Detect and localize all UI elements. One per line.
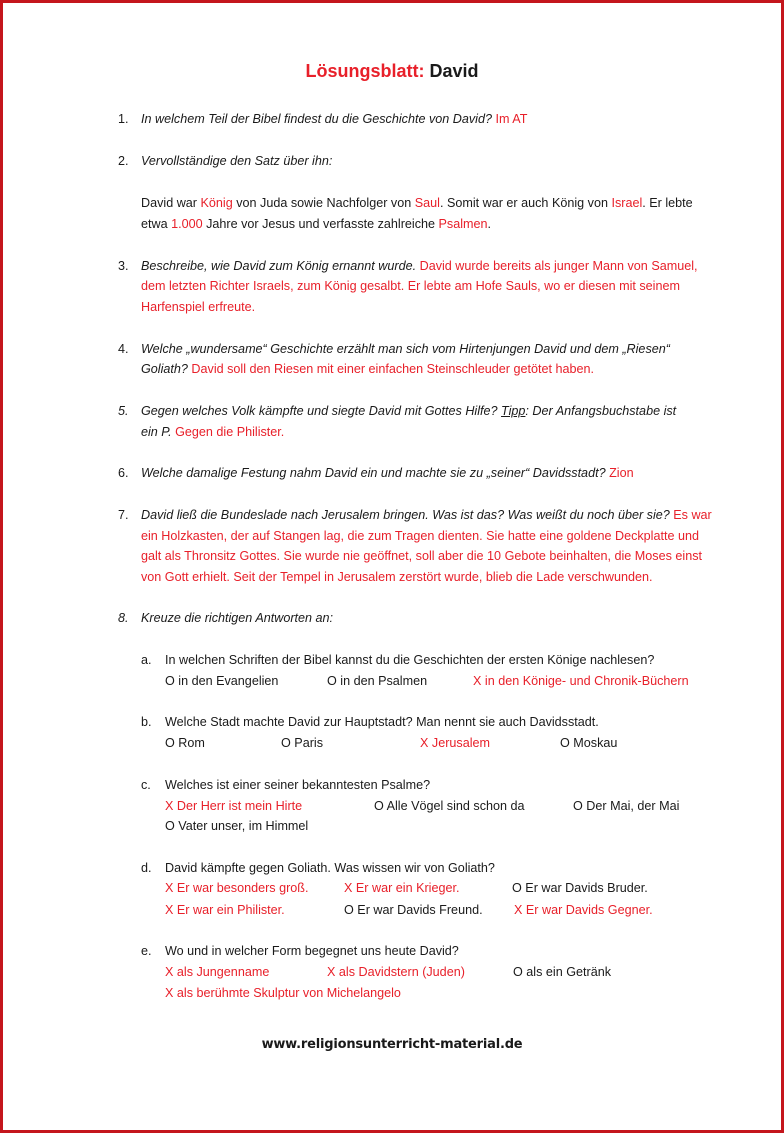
q8e-question: Wo und in welcher Form begegnet uns heute David? — [165, 944, 459, 958]
q5-line1 — [141, 402, 676, 420]
q7-answer-line3: galt als Thronsitz Gottes. Sie wurde nie geöffnet, soll aber die 10 Gebote beinhalten, die Moses einst — [141, 549, 702, 563]
q8c-option-correct: X Der Herr ist mein Hirte — [165, 799, 303, 813]
q7-line1 — [141, 506, 712, 524]
q8c-option: O Alle Vögel sind schon da — [374, 799, 525, 813]
title-subject: David — [429, 61, 479, 81]
q8e-option-correct: X als berühmte Skulptur von Michelangelo — [165, 986, 401, 1000]
q5-tip-text: : Der Anfangsbuchstabe ist — [525, 404, 677, 418]
q8e-letter: e. — [141, 944, 152, 958]
q8b-option: O Paris — [281, 736, 323, 750]
q7-number: 7. — [118, 508, 129, 522]
q2-sentence-line2 — [141, 215, 491, 233]
q2-answer-psalmen: Psalmen — [438, 217, 488, 231]
q5-question-line2: ein P. — [141, 425, 172, 439]
q8-number: 8. — [118, 611, 129, 625]
q2-l1-text: von Juda sowie Nachfolger von — [232, 196, 415, 210]
q8a-option-correct: X in den Könige- und Chronik-Büchern — [473, 674, 689, 688]
q8b-option: O Moskau — [560, 736, 618, 750]
q4-answer: David soll den Riesen mit einer einfachen Steinschleuder getötet haben. — [191, 362, 594, 376]
q1-line — [141, 110, 527, 128]
title-label: Lösungsblatt: — [305, 61, 425, 81]
q2-l1-text: . Somit war er auch König von — [439, 196, 612, 210]
q8d-question: David kämpfte gegen Goliath. Was wissen wir von Goliath? — [165, 861, 495, 875]
q7-question: David ließ die Bundeslade nach Jerusalem bringen. Was ist das? Was weißt du noch über sie? — [141, 508, 670, 522]
q3-answer: David wurde bereits als junger Mann von Samuel, — [419, 259, 698, 273]
q8a-question: In welchen Schriften der Bibel kannst du die Geschichten der ersten Könige nachlesen? — [165, 653, 655, 667]
q2-l1-text: David war — [141, 196, 201, 210]
q3-answer-line2: dem letzten Richter Israels, zum König gesalbt. Er lebte am Hofe Sauls, wo er diesen mit seinem — [141, 279, 680, 293]
q7-answer-line4: von Gott erhielt. Seit der Tempel in Jerusalem zerstört wurde, blieb die Lade verschwunden. — [141, 570, 653, 584]
q2-answer-saul: Saul — [414, 196, 440, 210]
q1-question: In welchem Teil der Bibel findest du die Geschichte von David? — [141, 112, 492, 126]
q2-answer-israel: Israel — [611, 196, 643, 210]
q8a-option: O in den Evangelien — [165, 674, 279, 688]
q8d-option-correct: X Er war Davids Gegner. — [514, 903, 653, 917]
q6-answer: Zion — [609, 466, 634, 480]
q6-question: Welche damalige Festung nahm David ein und machte sie zu „seiner“ Davidsstadt? — [141, 466, 606, 480]
q1-number: 1. — [118, 112, 129, 126]
q5-number: 5. — [118, 404, 129, 418]
footer-url[interactable]: www.religionsunterricht-material.de — [261, 1037, 523, 1052]
q5-line2 — [141, 423, 284, 441]
q2-l2-text: etwa — [141, 217, 172, 231]
q8d-letter: d. — [141, 861, 152, 875]
q7-answer-line2: ein Holzkasten, der auf Stangen lag, die zum Tragen dienten. Sie hatte eine goldene Deckplatte und — [141, 529, 699, 543]
q3-number: 3. — [118, 259, 129, 273]
q2-answer-years: 1.000 — [171, 217, 203, 231]
page-title — [0, 59, 784, 83]
q8d-option-correct: X Er war ein Krieger. — [344, 881, 460, 895]
q3-answer-line3: Harfenspiel erfreute. — [141, 300, 256, 314]
q6-number: 6. — [118, 466, 129, 480]
q5-tip: Tipp — [501, 404, 526, 418]
q6-line — [141, 464, 634, 482]
q8c-letter: c. — [141, 778, 151, 792]
q8c-option: O Der Mai, der Mai — [573, 799, 680, 813]
q2-question: Vervollständige den Satz über ihn: — [141, 154, 333, 168]
q8-question: Kreuze die richtigen Antworten an: — [141, 611, 334, 625]
q2-answer-koenig: König — [200, 196, 233, 210]
q8c-question: Welches ist einer seiner bekanntesten Psalme? — [165, 778, 431, 792]
q3-question: Beschreibe, wie David zum König ernannt wurde. — [141, 259, 417, 273]
q5-answer: Gegen die Philister. — [175, 425, 285, 439]
q8a-letter: a. — [141, 653, 152, 667]
q8b-option: O Rom — [165, 736, 205, 750]
q8e-option-correct: X als Davidstern (Juden) — [327, 965, 465, 979]
q2-number: 2. — [118, 154, 129, 168]
q8b-question: Welche Stadt machte David zur Hauptstadt? Man nennt sie auch Davidsstadt. — [165, 715, 599, 729]
q2-l1-text: . Er lebte — [642, 196, 693, 210]
q5-question: Gegen welches Volk kämpfte und siegte David mit Gottes Hilfe? — [141, 404, 498, 418]
q7-answer-start: Es war — [673, 508, 712, 522]
q4-number: 4. — [118, 342, 129, 356]
q8a-option: O in den Psalmen — [327, 674, 428, 688]
q8d-option: O Er war Davids Bruder. — [512, 881, 648, 895]
q3-line1 — [141, 257, 698, 275]
q2-l2-text: Jahre vor Jesus und verfasste zahlreiche — [202, 217, 439, 231]
q2-l2-text: . — [487, 217, 492, 231]
q8d-option-correct: X Er war ein Philister. — [165, 903, 285, 917]
q8d-option-correct: X Er war besonders groß. — [165, 881, 309, 895]
q8c-option: O Vater unser, im Himmel — [165, 819, 309, 833]
q8b-option-correct: X Jerusalem — [420, 736, 490, 750]
q2-sentence-line1 — [141, 194, 693, 212]
q4-question-line2: Goliath? — [141, 362, 188, 376]
q4-question-line1: Welche „wundersame“ Geschichte erzählt man sich vom Hirtenjungen David und dem „Riesen“ — [141, 342, 670, 356]
q1-answer: Im AT — [495, 112, 528, 126]
q8e-option: O als ein Getränk — [513, 965, 611, 979]
q8b-letter: b. — [141, 715, 152, 729]
q4-line2 — [141, 360, 594, 378]
q8e-option-correct: X als Jungenname — [165, 965, 270, 979]
q8d-option: O Er war Davids Freund. — [344, 903, 483, 917]
